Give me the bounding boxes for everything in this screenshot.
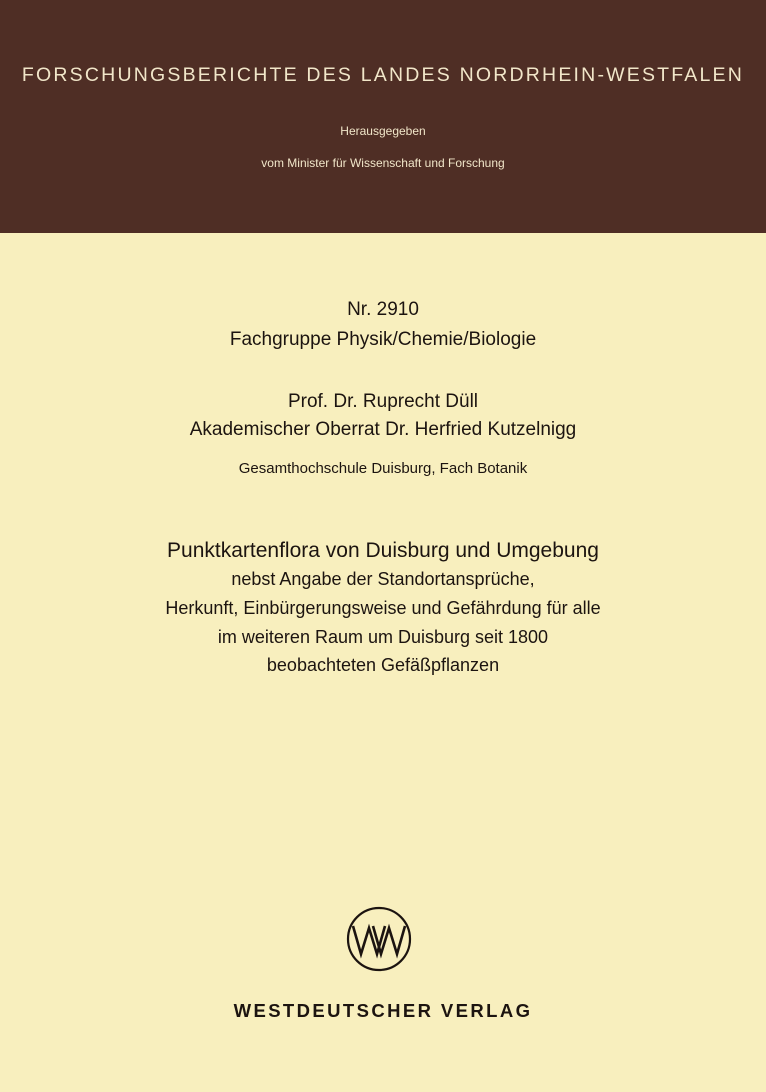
editor-line: vom Minister für Wissenschaft und Forschung — [261, 156, 505, 170]
ww-circle-logo-icon — [346, 906, 412, 972]
author-1: Prof. Dr. Ruprecht Düll — [287, 391, 479, 412]
series-title: FORSCHUNGSBERICHTE DES LANDES NORDRHEIN-WESTFALEN — [21, 64, 745, 86]
subtitle-line-1: nebst Angabe der Standortansprüche, — [231, 569, 535, 589]
edited-label: Herausgegeben — [340, 124, 426, 138]
subject-group: Fachgruppe Physik/Chemie/Biologie — [229, 329, 537, 350]
series-header-band — [0, 0, 766, 233]
author-2: Akademischer Oberrat Dr. Herfried Kutzelnigg — [189, 419, 577, 440]
subtitle-line-2: Herkunft, Einbürgerungsweise und Gefährdung für alle — [165, 598, 601, 618]
publisher-name: WESTDEUTSCHER VERLAG — [233, 1000, 533, 1021]
institution: Gesamthochschule Duisburg, Fach Botanik — [238, 460, 528, 477]
book-title: Punktkartenflora von Duisburg und Umgebung — [167, 539, 599, 562]
report-number: Nr. 2910 — [347, 299, 419, 320]
subtitle-line-3: im weiteren Raum um Duisburg seit 1800 — [217, 627, 549, 647]
subtitle-line-4: beobachteten Gefäßpflanzen — [266, 655, 500, 675]
